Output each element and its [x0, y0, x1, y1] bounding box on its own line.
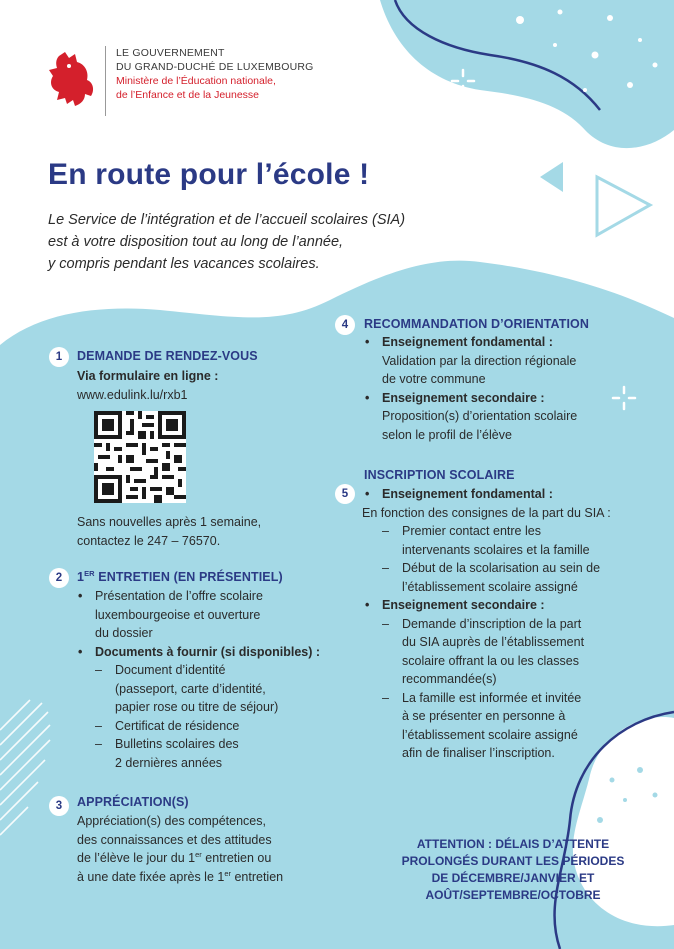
gov-line-1: LE GOUVERNEMENT	[116, 47, 225, 59]
gov-line-2: DU GRAND-DUCHÉ DE LUXEMBOURG	[116, 61, 314, 73]
step-4-body	[362, 333, 652, 444]
red-lion-icon	[45, 50, 97, 108]
step-3-body	[77, 812, 283, 886]
fond-item	[380, 559, 658, 596]
line: – Certificat de résidence	[115, 718, 240, 733]
ministry-line-2: de l’Enfance et de la Jeunesse	[116, 89, 260, 101]
bullet-secondaire	[362, 596, 658, 615]
step-5-body	[362, 485, 658, 763]
label: • Enseignement secondaire :	[382, 390, 545, 405]
ministry-line-1: Ministère de l’Éducation nationale,	[116, 75, 276, 87]
bullet-secondaire	[362, 389, 652, 445]
line	[77, 868, 283, 887]
label: • Enseignement fondamental :	[382, 335, 553, 349]
step-4-number: 4	[335, 315, 355, 335]
step-4-heading: RECOMMANDATION D’ORIENTATION	[364, 317, 590, 331]
edulink-url[interactable]: www.edulink.lu/rxb1	[77, 387, 188, 402]
doc-residence	[93, 717, 355, 736]
form-label: Via formulaire en ligne :	[77, 369, 219, 383]
triangle-icon	[540, 162, 563, 192]
heading-rest: ENTRETIEN (EN PRÉSENTIEL)	[94, 570, 283, 584]
line: du SIA auprès de l’établissement	[402, 635, 585, 649]
step-3-heading: APPRÉCIATION(S)	[77, 795, 189, 809]
step-1-body	[77, 367, 218, 404]
doc-reports	[93, 735, 355, 772]
phone-line: contactez le 247 – 76570.	[77, 533, 221, 548]
step-2-heading	[77, 570, 283, 584]
intro-line: y compris pendant les vacances scolaires.	[48, 256, 320, 272]
line: afin de finaliser l’inscription.	[402, 746, 555, 760]
ministry-block	[105, 46, 314, 116]
sec-item	[380, 615, 658, 689]
label: • Enseignement secondaire :	[382, 598, 545, 612]
fond-item	[380, 522, 658, 559]
heading-ordinal: 1	[77, 570, 85, 584]
intro-text	[48, 209, 405, 275]
label: • Enseignement fondamental :	[382, 487, 553, 501]
top-right-blob	[380, 0, 674, 148]
line: intervenants scolaires et la famille	[402, 542, 590, 557]
line: – Premier contact entre les	[402, 524, 541, 538]
line: ATTENTION : DÉLAIS D’ATTENTE	[416, 837, 610, 851]
step-5-number: 5	[335, 484, 355, 504]
step-5-heading: INSCRIPTION SCOLAIRE	[364, 468, 515, 482]
line: – Bulletins scolaires des	[115, 737, 239, 751]
qr-code-icon[interactable]	[94, 411, 186, 503]
step-2-number: 2	[49, 568, 69, 588]
intro-line: Le Service de l’intégration et de l’accueil scolaires (SIA)	[48, 212, 406, 228]
bullet-fondamental	[362, 485, 658, 504]
line: des connaissances et des attitudes	[77, 832, 272, 847]
step-1-followup	[77, 513, 261, 550]
bullet-documents	[75, 643, 355, 662]
line: Proposition(s) d’orientation scolaire	[382, 409, 578, 423]
attention-notice	[398, 836, 628, 904]
line: à se présenter en personne à	[402, 709, 566, 723]
line: DE DÉCEMBRE/JANVIER ET	[431, 871, 595, 885]
line: recommandée(s)	[402, 672, 497, 686]
text: de l’élève le jour du 1	[77, 851, 196, 865]
line: 2 dernières années	[115, 755, 223, 770]
line: Appréciation(s) des compétences,	[77, 814, 266, 828]
line: l’établissement scolaire assigné	[402, 579, 578, 594]
line: – La famille est informée et invitée	[402, 690, 582, 705]
sup: er	[195, 849, 202, 859]
step-1-heading: DEMANDE DE RENDEZ-VOUS	[77, 349, 258, 363]
triangle-icon	[597, 177, 650, 235]
line: l’établissement scolaire assigné	[402, 727, 578, 742]
text: entretien ou	[201, 851, 272, 865]
sup: er	[224, 868, 231, 878]
line: • Présentation de l’offre scolaire	[95, 589, 263, 603]
page-title: En route pour l’école !	[48, 158, 370, 191]
step-2-body	[75, 587, 355, 772]
step-3-number: 3	[49, 796, 69, 816]
sec-item	[380, 689, 658, 763]
fond-intro: En fonction des consignes de la part du SIA :	[362, 505, 611, 520]
line: du dossier	[95, 626, 153, 640]
line: PROLONGÉS DURANT LES PÉRIODES	[401, 854, 625, 868]
no-news-line: Sans nouvelles après 1 semaine,	[77, 515, 262, 529]
line: de votre commune	[382, 372, 486, 386]
line: selon le profil de l’élève	[382, 427, 512, 442]
line: scolaire offrant la ou les classes	[402, 653, 579, 668]
line: luxembourgeoise et ouverture	[95, 607, 261, 622]
doc-identity	[93, 661, 355, 717]
line: Validation par la direction régionale	[382, 353, 577, 368]
intro-line: est à votre disposition tout au long de l’année,	[48, 234, 344, 250]
line: – Début de la scolarisation au sein de	[402, 561, 601, 575]
bullet-presentation	[75, 587, 355, 643]
line: papier rose ou titre de séjour)	[115, 700, 279, 714]
text: entretien	[231, 869, 284, 884]
line: AOÛT/SEPTEMBRE/OCTOBRE	[425, 888, 601, 902]
line: – Document d’identité	[115, 663, 226, 677]
bullet-fondamental	[362, 333, 652, 389]
line	[77, 849, 283, 868]
text: à une date fixée après le 1	[77, 869, 225, 884]
heading-ordinal-sup: ER	[84, 568, 95, 578]
line: – Demande d’inscription de la part	[402, 616, 582, 631]
step-1-number: 1	[49, 347, 69, 367]
line: (passeport, carte d’identité,	[115, 681, 266, 696]
documents-label: • Documents à fournir (si disponibles) :	[95, 644, 321, 659]
